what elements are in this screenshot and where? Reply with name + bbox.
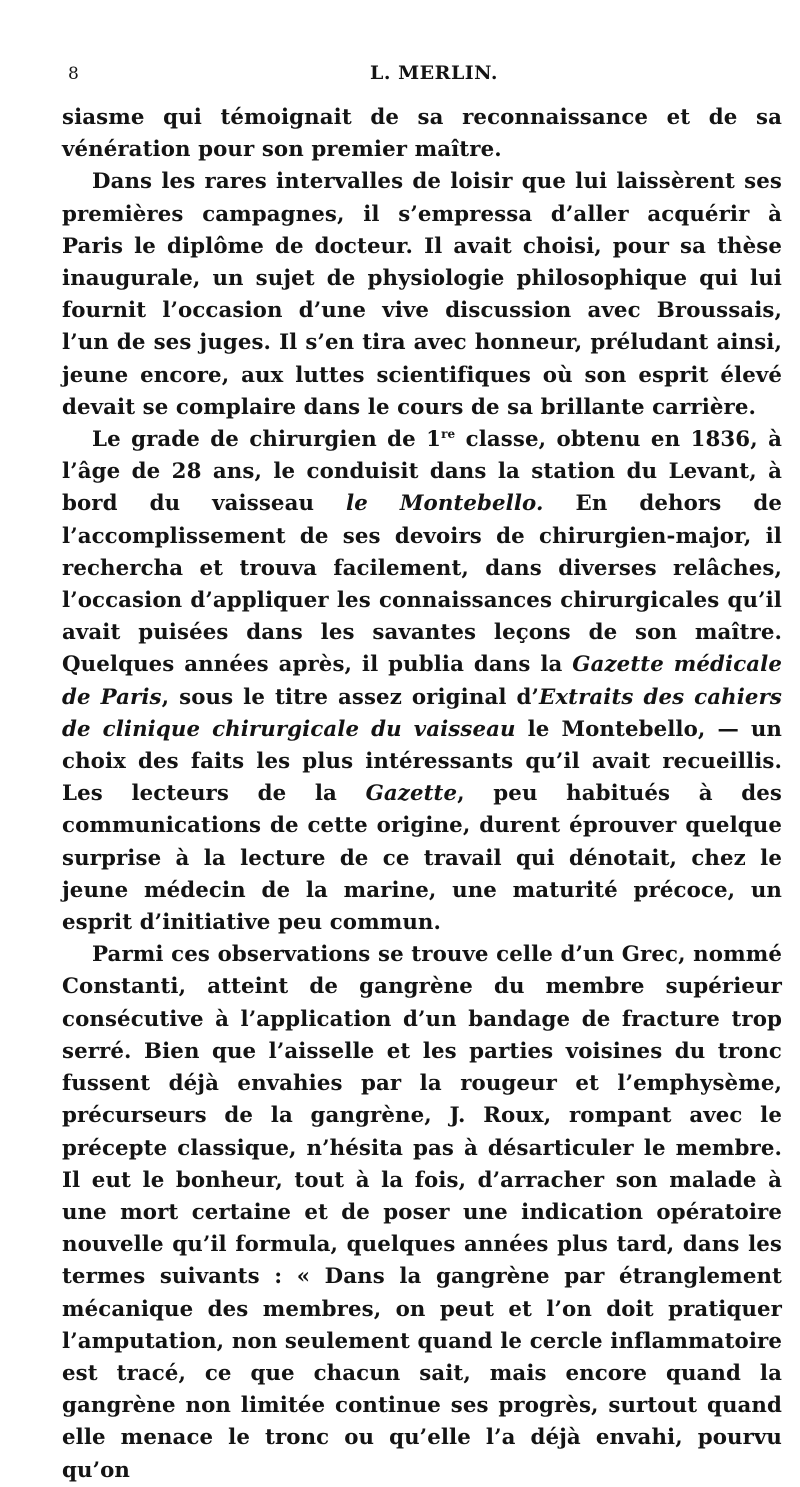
- p3-text-2: classe, obtenu en 1836, à l’âge de 28 ans, le conduisit dans la station du Levant, à bord du vaisseau: [62, 427, 782, 517]
- running-head: [62, 62, 782, 96]
- page-number: 8: [68, 64, 80, 84]
- journal-title: Gazette médicale de Paris: [62, 652, 782, 710]
- paragraph-1: siasme qui témoignait de sa reconnaissance et de sa vénération pour son premier maître.: [62, 105, 782, 163]
- body-text: [62, 102, 782, 1487]
- p3-text-1: Le grade de chirurgien de 1: [92, 427, 442, 453]
- ship-name: le Montebello.: [346, 491, 544, 517]
- paragraph-3: [62, 424, 782, 939]
- p3-text-5: le Montebello, — un choix des faits les plus intéressants qu’il avait recueillis. Les lecteurs de la: [62, 716, 783, 807]
- paragraph-2: Dans les rares intervalles de loisir que lui laissèrent ses premières campagnes, il s’empressa d’aller acquérir à Paris le diplôme de docteur. Il avait choisi, pour sa thèse inaugurale, un sujet de physiologie philosophique qui lui fournit l’occasion d’une vive discussion avec Broussais, l’un de ses juges. Il s’en tira avec honneur, préludant ainsi, jeune encore, aux luttes scientifiques où son esprit élevé devait se complaire dans le cours de sa brillante carrière.: [62, 169, 782, 420]
- p3-text-3: En dehors de l’accomplissement de ses devoirs de chirurgien-major, il rechercha et trouva facilement, dans diverses relâches, l’occasion d’appliquer les connaissances chirurgicales qu’il avait puisées dans les savantes leçons de son maître. Quelques années après, il publia dans la: [62, 491, 782, 678]
- p3-text-6: , peu habitués à des communications de cette origine, durent éprouver quelque surprise à la lecture de ce travail qui dénotait, chez le jeune médecin de la marine, une maturité précoce, un esprit d’initiative peu commun.: [62, 781, 783, 936]
- book-page: [62, 62, 782, 1487]
- gazette-title: Gazette: [365, 781, 458, 807]
- paragraph-4: Parmi ces observations se trouve celle d’un Grec, nommé Constanti, atteint de gangrène du membre supérieur consécutive à l’application d’un bandage de fracture trop serré. Bien que l’aisselle et les parties voisines du tronc fussent déjà envahies par la rougeur et l’emphysème, précurseurs de la gangrène, J. Roux, rompant avec le précepte classique, n’hésita pas à désarticuler le membre. Il eut le bonheur, tout à la fois, d’arracher son malade à une mort certaine et de poser une indication opératoire nouvelle qu’il formula, quelques années plus tard, dans les termes suivants : « Dans la gangrène par étranglement mécanique des membres, on peut et l’on doit pratiquer l’amputation, non seulement quand le cercle inflammatoire est tracé, ce que chacun sait, mais encore quand la gangrène non limitée continue ses progrès, surtout quand elle menace le tronc ou qu’elle l’a déjà envahi, pourvu qu’on: [62, 942, 782, 1483]
- running-title: L. MERLIN.: [370, 62, 498, 84]
- work-title: Extraits des cahiers de clinique chirurgicale du vaisseau: [62, 684, 782, 742]
- p3-text-4: , sous le titre assez original d’: [161, 684, 540, 710]
- p3-superscript: re: [441, 427, 456, 442]
